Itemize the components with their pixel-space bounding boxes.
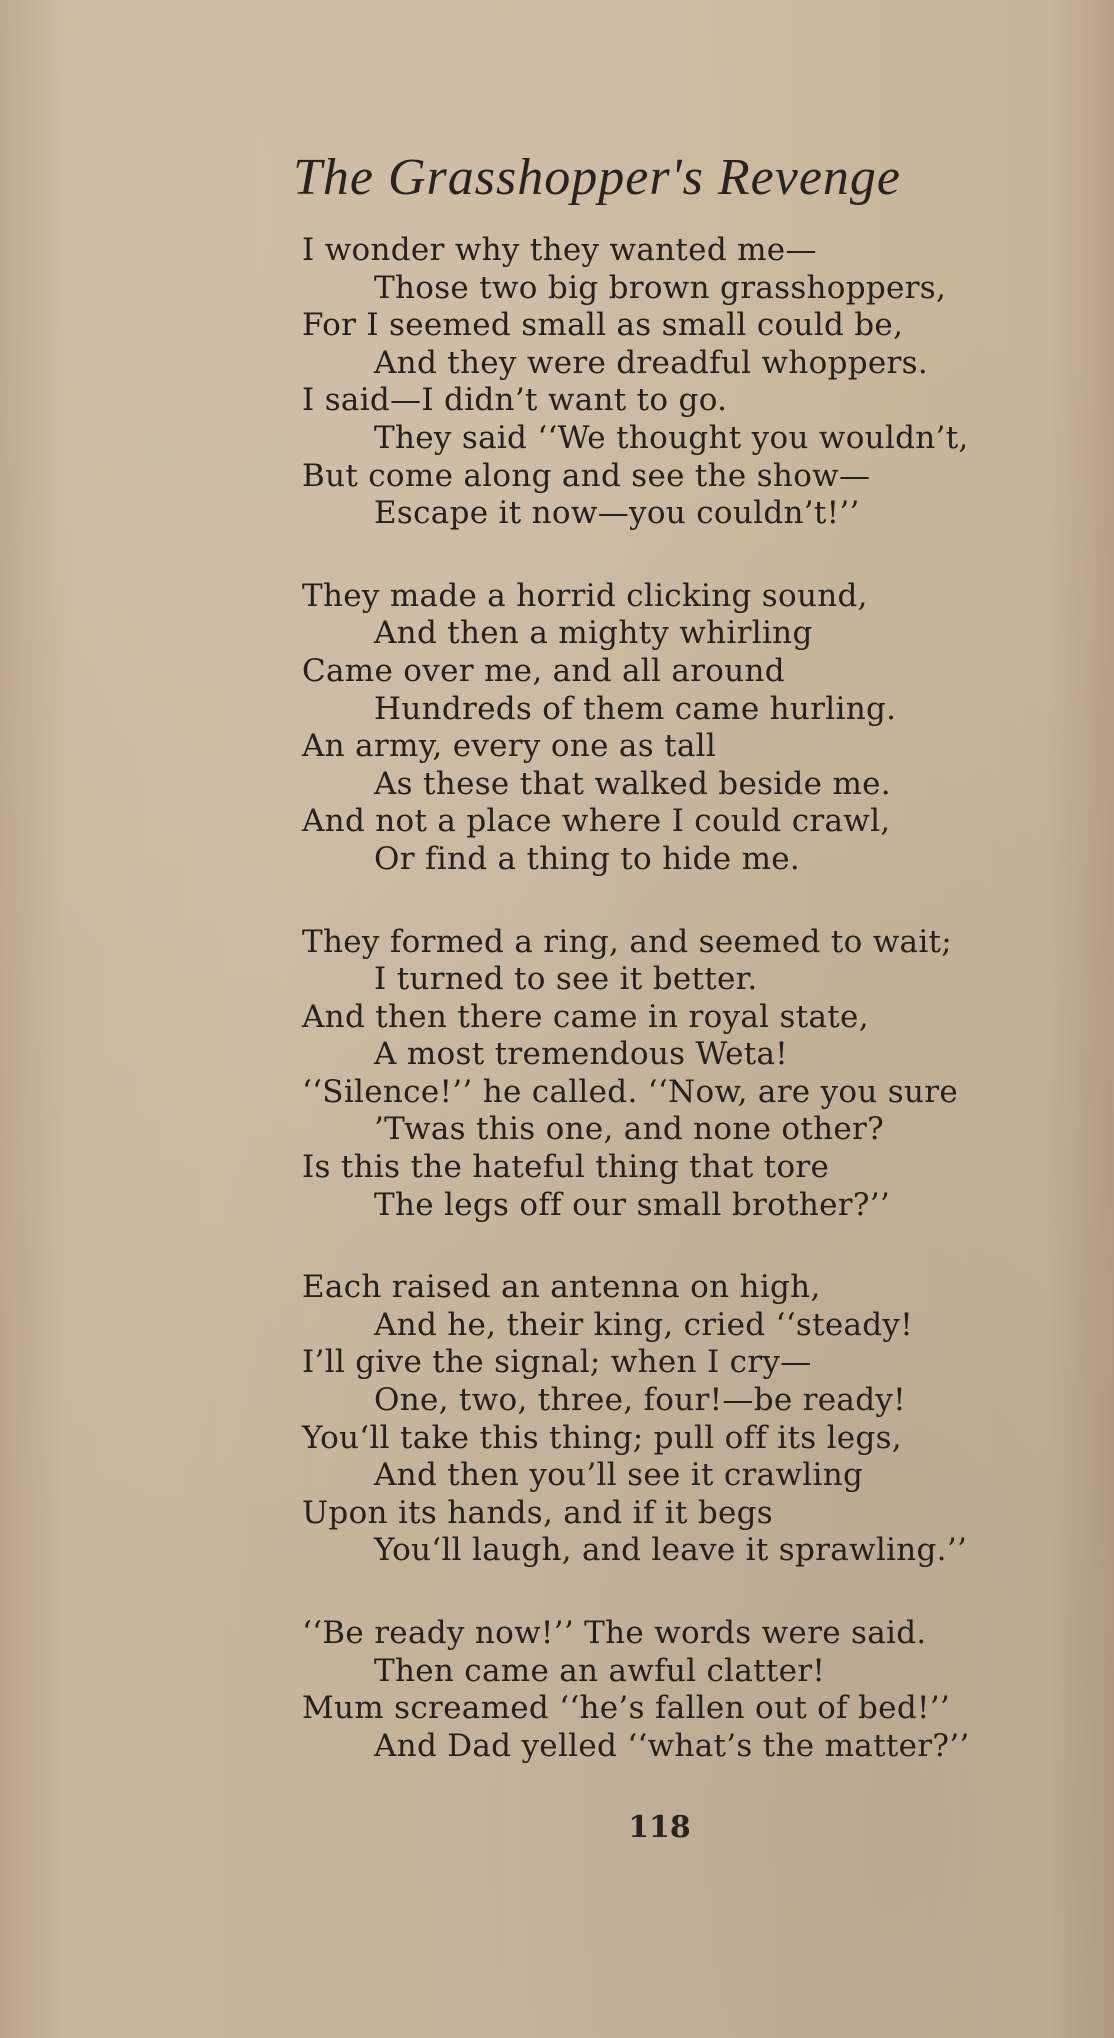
poem-line: ’Twas this one, and none other? xyxy=(374,1111,885,1148)
poem-line: One, two, three, four!—be ready! xyxy=(374,1382,906,1419)
stanza-1 xyxy=(302,232,1042,533)
poem-line: And then you’ll see it crawling xyxy=(374,1457,864,1494)
poem-line: You‘ll laugh, and leave it sprawling.’’ xyxy=(374,1532,968,1569)
poem-line: Is this the hateful thing that tore xyxy=(302,1149,830,1186)
poem-line: Mum screamed ‘‘he’s fallen out of bed!’’ xyxy=(302,1690,951,1727)
poem-line: I’ll give the signal; when I cry— xyxy=(302,1344,812,1381)
poem-line: The legs off our small brother?’’ xyxy=(374,1186,891,1223)
poem-line: They formed a ring, and seemed to wait; xyxy=(302,923,953,960)
poem-line: They made a horrid clicking sound, xyxy=(302,577,868,614)
poem-title: The Grasshopper's Revenge xyxy=(292,149,902,206)
poem-line: You‘ll take this thing; pull off its legs, xyxy=(302,1419,902,1456)
poem-line: Or find a thing to hide me. xyxy=(374,840,801,877)
poem-line: Escape it now—you couldn’t!’’ xyxy=(374,495,860,532)
poem-line: ‘‘Silence!’’ he called. ‘‘Now, are you sure xyxy=(302,1073,959,1110)
poem-line: I wonder why they wanted me— xyxy=(302,232,817,268)
poem-line: But come along and see the show— xyxy=(302,457,871,494)
poem-line: And then a mighty whirling xyxy=(374,615,813,652)
poem-line: Each raised an antenna on high, xyxy=(302,1269,821,1306)
stanza-5 xyxy=(302,1615,1042,1765)
poem-line: Came over me, and all around xyxy=(302,652,785,689)
poem-line: And they were dreadful whoppers. xyxy=(374,344,929,381)
poem-line: Hundreds of them came hurling. xyxy=(374,690,897,727)
poem-line: Then came an awful clatter! xyxy=(374,1652,826,1689)
poem-body xyxy=(302,232,1042,1810)
poem-line: Those two big brown grasshoppers, xyxy=(374,269,947,306)
poem-line: As these that walked beside me. xyxy=(374,765,891,802)
poem-line: I said—I didn’t want to go. xyxy=(302,382,728,419)
poem-line: ‘‘Be ready now!’’ The words were said. xyxy=(302,1615,927,1651)
poem-line: And he, their king, cried ‘‘steady! xyxy=(374,1306,913,1343)
page-number: 118 xyxy=(628,1810,691,1845)
stanza-4 xyxy=(302,1269,1042,1570)
stanza-3 xyxy=(302,924,1042,1225)
stanza-2 xyxy=(302,578,1042,879)
poem-line: Upon its hands, and if it begs xyxy=(302,1494,774,1531)
poem-line: They said ‘‘We thought you wouldn’t, xyxy=(374,419,969,456)
poem-line: A most tremendous Weta! xyxy=(374,1036,789,1073)
poem-line: I turned to see it better. xyxy=(374,961,758,998)
poem-line: And Dad yelled ‘‘what’s the matter?’’ xyxy=(374,1727,970,1764)
poem-line: And then there came in royal state, xyxy=(302,998,869,1035)
poem-line: For I seemed small as small could be, xyxy=(302,307,904,344)
poem-line: An army, every one as tall xyxy=(302,728,717,765)
poem-line: And not a place where I could crawl, xyxy=(302,803,891,840)
